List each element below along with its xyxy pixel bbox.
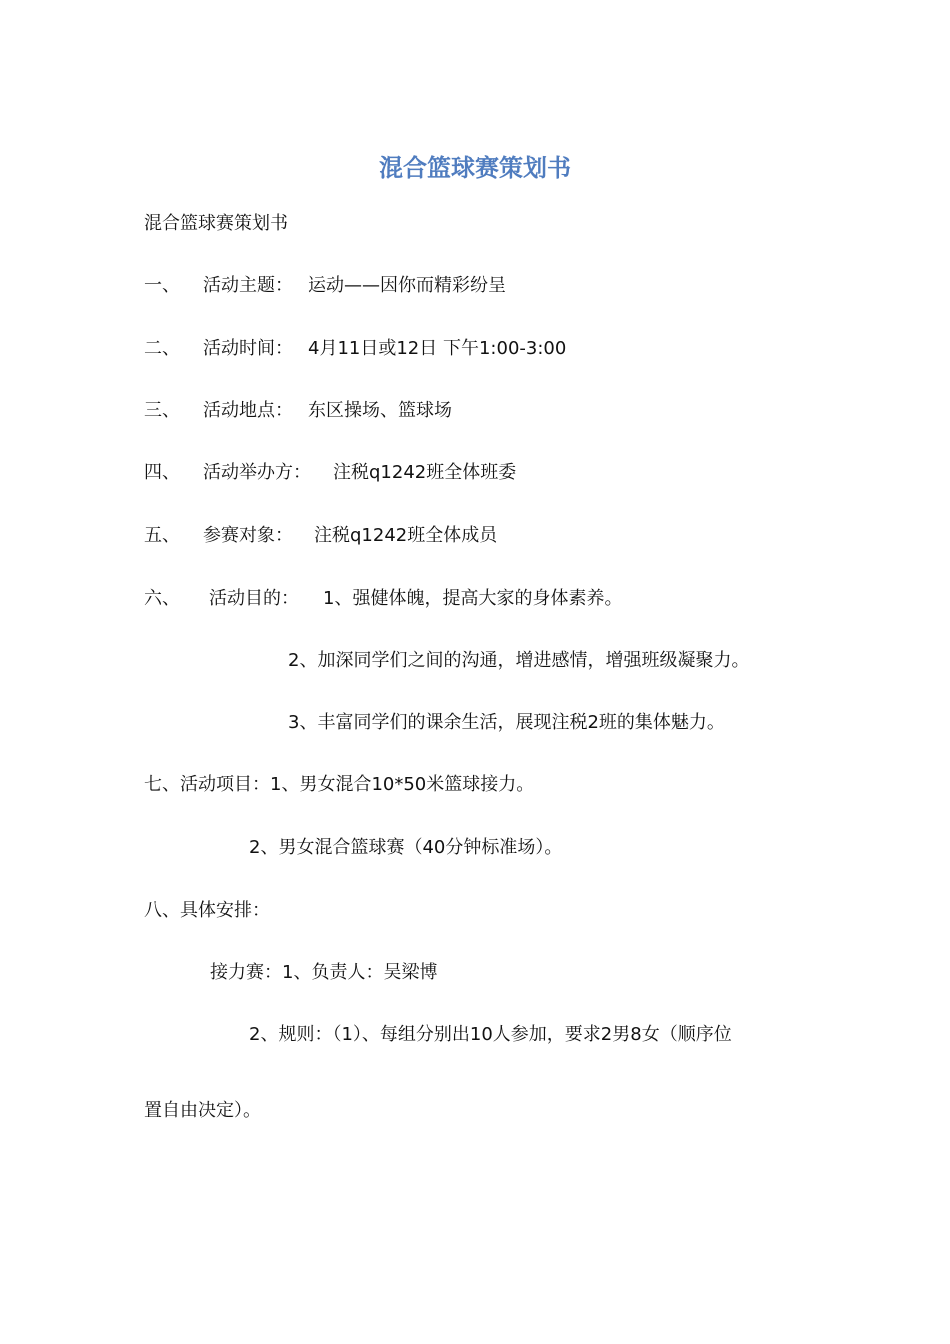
section-label: 活动主题： (203, 275, 293, 296)
document-title: 混合篮球赛策划书 (379, 153, 571, 182)
section-purpose (144, 586, 622, 612)
section-number: 四、 (144, 462, 180, 483)
section-label: 活动地点： (203, 400, 293, 421)
section-number: 六、 (144, 588, 180, 609)
relay-item: 1、负责人：吴梁博 (282, 962, 438, 983)
section-label: 七、活动项目： (144, 774, 270, 795)
section-value: 注税q1242班全体班委 (333, 462, 517, 483)
purpose-item: 3、丰富同学们的课余生活，展现注税2班的集体魅力。 (288, 712, 725, 733)
purpose-item: 2、加深同学们之间的沟通，增进感情，增强班级凝聚力。 (288, 650, 750, 671)
section-number: 二、 (144, 338, 180, 359)
section-label: 活动举办方： (203, 462, 311, 483)
section-theme (144, 273, 506, 299)
document-subtitle: 混合篮球赛策划书 (144, 213, 288, 234)
section-value: 注税q1242班全体成员 (314, 525, 498, 546)
section-value: 4月11日或12日 下午1:00-3:00 (308, 338, 567, 359)
section-label: 活动时间： (203, 338, 293, 359)
section-participants (144, 523, 497, 549)
relay-label: 接力赛： (210, 962, 282, 983)
activity-item: 2、男女混合篮球赛（40分钟标准场）。 (249, 837, 563, 858)
section-number: 五、 (144, 525, 180, 546)
purpose-item: 1、强健体魄，提高大家的身体素养。 (323, 588, 623, 609)
section-label: 参赛对象： (203, 525, 293, 546)
section-label: 活动目的： (209, 588, 299, 609)
activity-item: 1、男女混合10*50米篮球接力。 (270, 774, 535, 795)
section-arrangement: 八、具体安排： (144, 900, 270, 921)
relay-rule: 2、规则：（1）、每组分别出10人参加，要求2男8女（顺序位 (249, 1024, 732, 1045)
relay-rule-continued: 置自由决定）。 (144, 1100, 261, 1121)
section-organizer (144, 460, 516, 486)
section-value: 东区操场、篮球场 (308, 400, 452, 421)
section-value: 运动——因你而精彩纷呈 (308, 275, 506, 296)
relay-line (210, 960, 437, 986)
section-number: 三、 (144, 400, 180, 421)
section-number: 一、 (144, 275, 180, 296)
section-location (144, 398, 452, 424)
section-activities (144, 772, 534, 798)
section-time (144, 336, 566, 362)
